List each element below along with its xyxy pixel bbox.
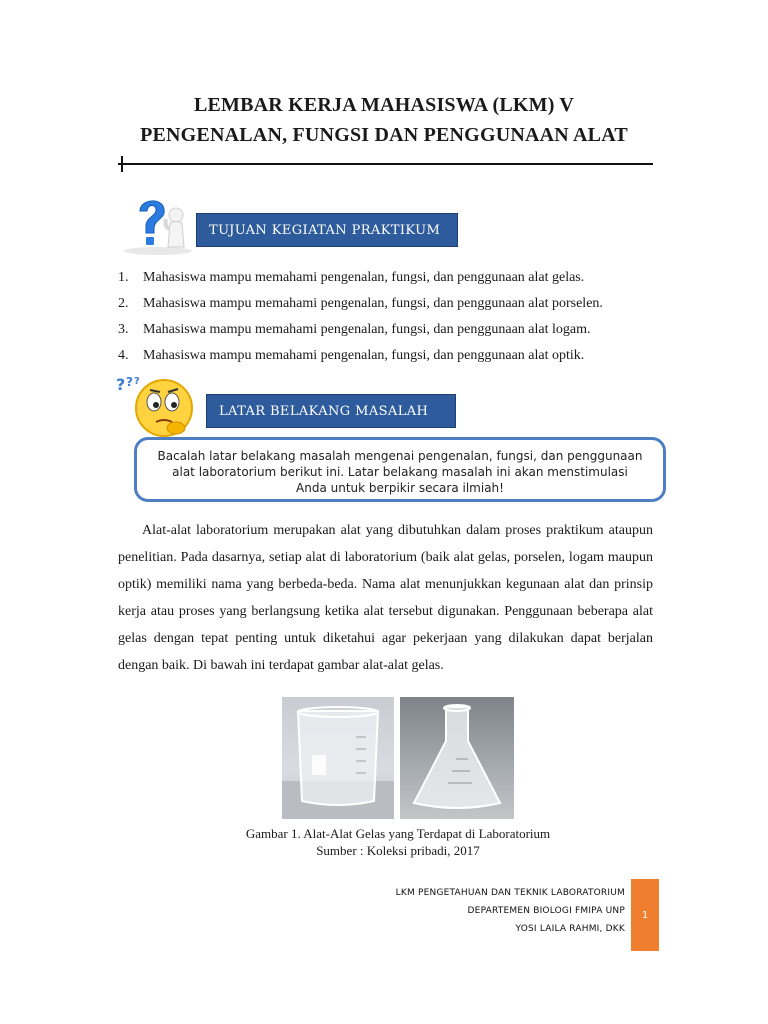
question-mark-person-icon <box>118 193 198 255</box>
page-number: 1 <box>631 879 659 951</box>
svg-text:?: ? <box>126 375 133 389</box>
svg-text:?: ? <box>134 376 140 387</box>
title-divider <box>118 163 653 165</box>
list-item: 1. Mahasiswa mampu memahami pengenalan, fungsi, dan penggunaan alat gelas. <box>118 270 585 285</box>
thinking-emoji-icon <box>114 372 210 438</box>
list-item: 3. Mahasiswa mampu memahami pengenalan, fungsi, dan penggunaan alat logam. <box>118 322 591 337</box>
section-heading-objectives: TUJUAN KEGIATAN PRAKTIKUM <box>196 213 458 247</box>
erlenmeyer-flask-photo <box>400 697 514 819</box>
figure-source: Sumber : Koleksi pribadi, 2017 <box>316 843 480 858</box>
list-item: 4. Mahasiswa mampu memahami pengenalan, fungsi, dan penggunaan alat optik. <box>118 348 585 363</box>
section-heading-background: LATAR BELAKANG MASALAH <box>206 394 456 428</box>
document-title-line1: LEMBAR KERJA MAHASISWA (LKM) V <box>193 94 575 116</box>
list-item: 2. Mahasiswa mampu memahami pengenalan, fungsi, dan penggunaan alat porselen. <box>118 296 603 311</box>
document-title-line2: PENGENALAN, FUNGSI DAN PENGGUNAAN ALAT <box>140 124 628 146</box>
svg-text:?: ? <box>116 375 126 394</box>
objectives-list <box>118 268 678 372</box>
page-footer: LKM PENGETAHUAN DAN TEKNIK LABORATORIUM DEPARTEMEN BIOLOGI FMIPA UNP YOSI LAILA RAHMI, DKK <box>395 888 625 934</box>
figure-caption: Gambar 1. Alat-Alat Gelas yang Terdapat di Laboratorium <box>245 826 551 841</box>
instruction-callout: Bacalah latar belakang masalah mengenai pengenalan, fungsi, dan penggunaan alat laboratorium berikut ini. Latar belakang masalah ini akan menstimulasi Anda untuk berpikir secara ilmiah! <box>134 437 666 502</box>
background-paragraph: Alat-alat laboratorium merupakan alat yang dibutuhkan dalam proses praktikum ataupun penelitian. Pada dasarnya, setiap alat di laboratorium (baik alat gelas, porselen, logam maupun optik) memiliki nama yang berbeda-beda. Nama alat menunjukkan kegunaan alat dan prinsip kerja atau proses yang berlangsung ketika alat tersebut digunakan. Penggunaan beberapa alat gelas dengan tepat penting untuk diketahui agar pekerjaan yang dilakukan dapat berjalan dengan baik. Di bawah ini terdapat gambar alat-alat gelas. <box>118 523 653 673</box>
beaker-photo <box>282 697 394 819</box>
